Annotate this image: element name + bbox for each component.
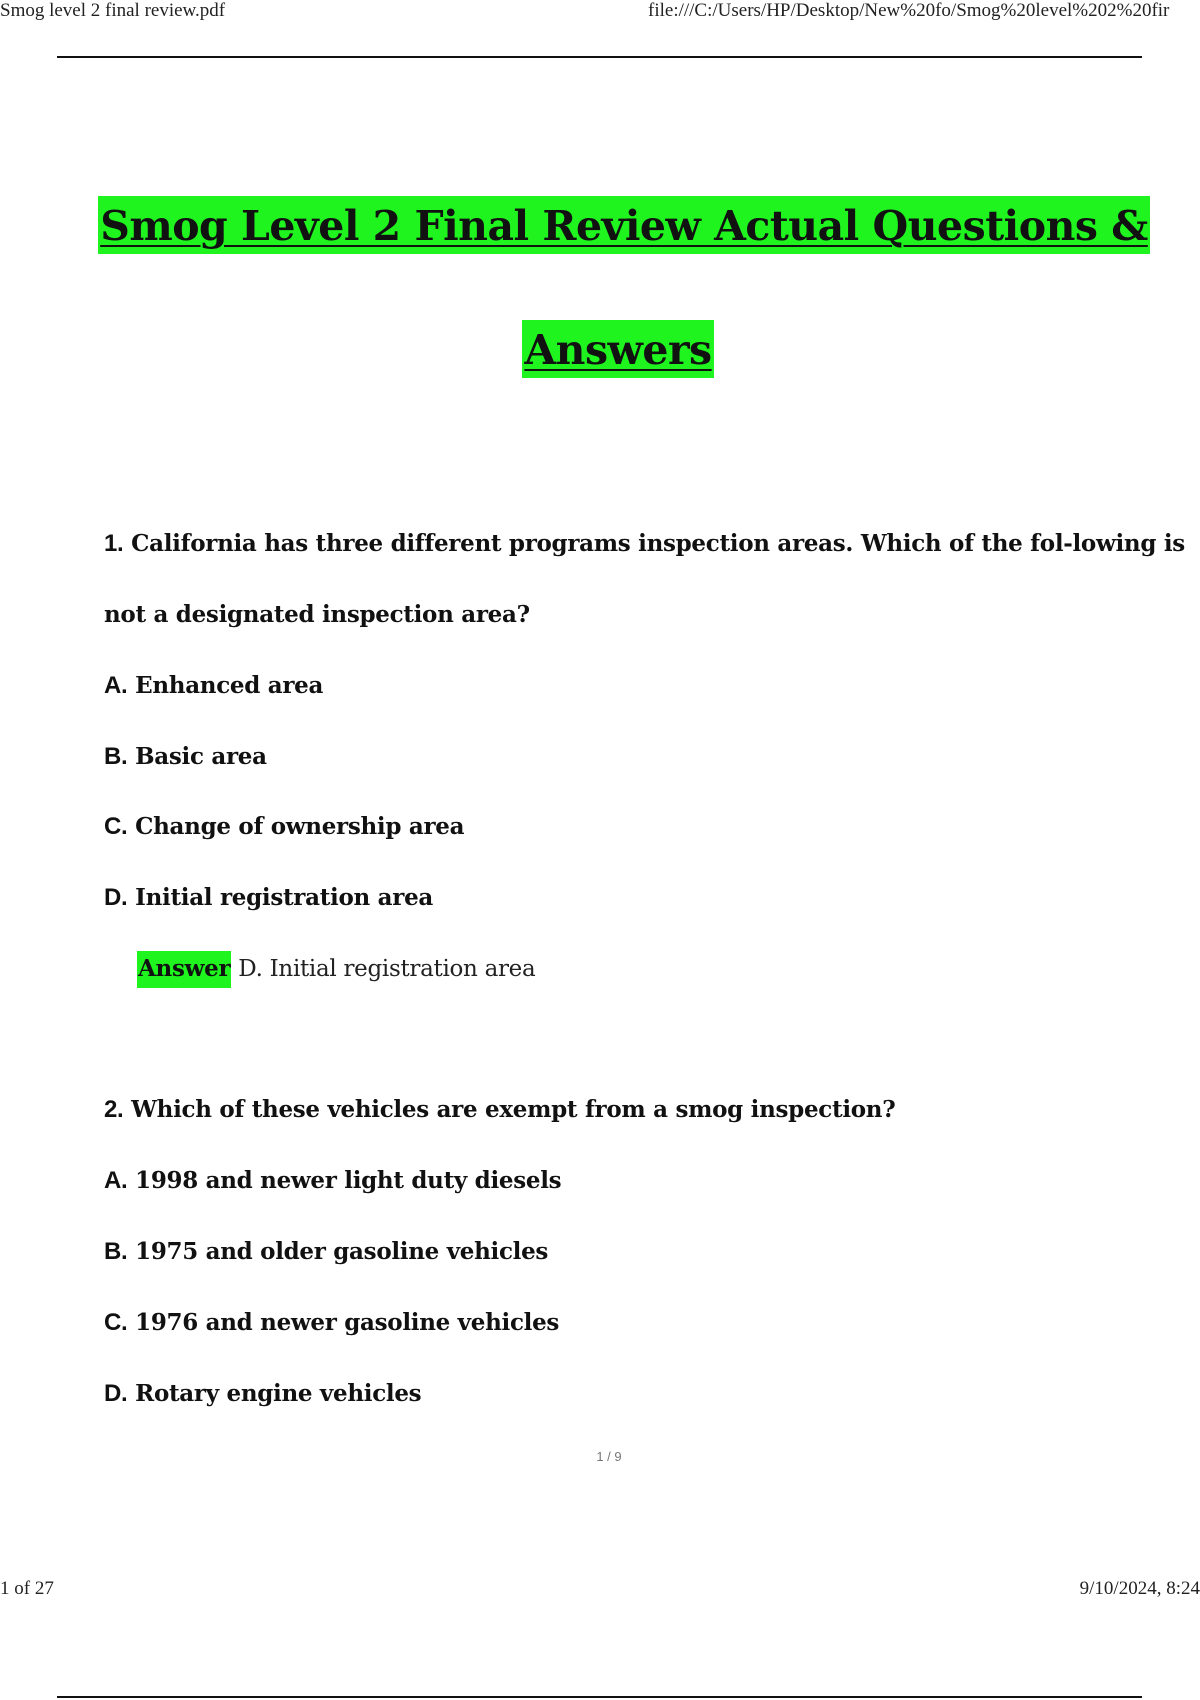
option-letter: D.	[104, 884, 128, 911]
page-title-highlight: Answers	[522, 320, 713, 378]
question-1-option-b	[104, 743, 267, 771]
option-text: 1998 and newer light duty diesels	[135, 1167, 562, 1194]
question-number: 1.	[104, 530, 124, 557]
footer-divider	[57, 1696, 1142, 1698]
question-2-option-c	[104, 1309, 559, 1337]
option-text: 1975 and older gasoline vehicles	[135, 1238, 549, 1265]
page-title-highlight: Smog Level 2 Final Review Actual Questions &	[98, 196, 1150, 254]
option-text: Basic area	[135, 743, 267, 770]
question-1-text-line-2	[104, 601, 530, 628]
question-2-option-b	[104, 1238, 548, 1266]
question-2-text-line-1	[104, 1096, 895, 1124]
question-1-option-c	[104, 813, 464, 841]
answer-label: Answer	[137, 951, 231, 988]
question-number: 2.	[104, 1096, 124, 1123]
question-1-text-line-1	[104, 530, 1185, 558]
option-text: 1976 and newer gasoline vehicles	[135, 1309, 560, 1336]
option-text: Initial registration area	[135, 884, 434, 911]
question-2-option-a	[104, 1167, 561, 1195]
option-letter: C.	[104, 813, 128, 840]
option-letter: C.	[104, 1309, 128, 1336]
header-divider	[57, 56, 1142, 58]
option-letter: D.	[104, 1380, 128, 1407]
question-1-answer	[137, 955, 535, 982]
option-letter: B.	[104, 1238, 128, 1265]
print-header-doc-title: Smog level 2 final review.pdf	[0, 0, 226, 21]
answer-text: D. Initial registration area	[238, 956, 536, 982]
question-text: California has three different programs inspection areas. Which of the fol-lowing is	[131, 530, 1185, 557]
question-1-option-d	[104, 884, 433, 912]
option-letter: A.	[104, 672, 128, 699]
print-header-file-url: file:///C:/Users/HP/Desktop/New%20fo/Smog%20level%202%20fir	[648, 0, 1170, 21]
option-text: Rotary engine vehicles	[135, 1380, 422, 1407]
page-title-line-1	[24, 202, 1200, 250]
page-title-line-2	[18, 326, 1200, 374]
question-text: not a designated inspection area?	[104, 601, 530, 628]
option-letter: A.	[104, 1167, 128, 1194]
print-footer-page-count: 1 of 27	[0, 1578, 54, 1599]
option-text: Change of ownership area	[135, 813, 465, 840]
print-footer-timestamp: 9/10/2024, 8:24	[1079, 1578, 1200, 1599]
page-indicator: 1 / 9	[596, 1449, 622, 1464]
question-2-option-d	[104, 1380, 421, 1408]
question-text: Which of these vehicles are exempt from a smog inspection?	[131, 1096, 896, 1123]
option-text: Enhanced area	[135, 672, 324, 699]
option-letter: B.	[104, 743, 128, 770]
question-1-option-a	[104, 672, 323, 700]
